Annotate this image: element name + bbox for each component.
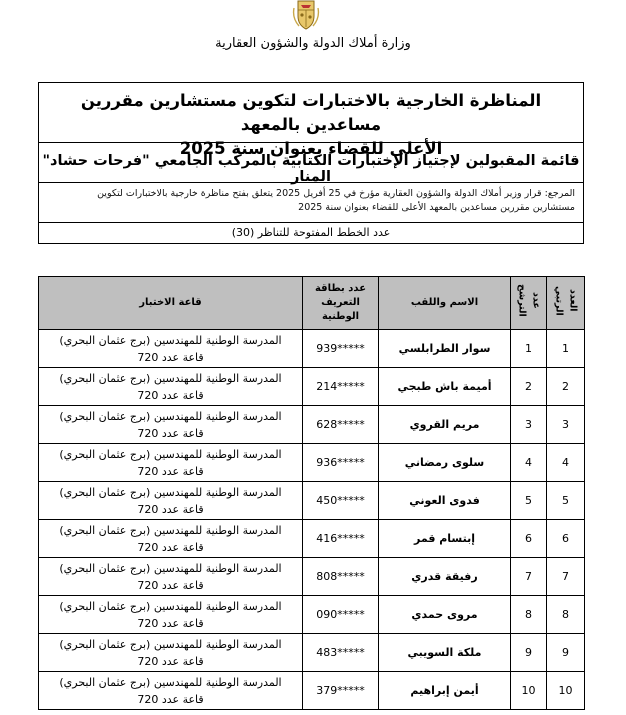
cell-hall	[39, 634, 303, 672]
cell-candidate-no: 3	[511, 406, 547, 444]
hall-room: قاعة عدد 720	[137, 692, 204, 706]
cell-serial: 2	[547, 368, 585, 406]
notice-title-line2: الأعلى للقضاء بعنوان سنة 2025	[179, 139, 443, 158]
cell-name: فدوى العوني	[379, 482, 511, 520]
open-positions-count: عدد الخطط المفتوحة للتناظر (30)	[231, 226, 391, 239]
table-row	[39, 482, 585, 520]
cell-candidate-no: 10	[511, 672, 547, 710]
header-national-id: عدد بطاقة التعريف الوطنية	[303, 277, 379, 330]
cell-hall	[39, 444, 303, 482]
cell-candidate-no: 7	[511, 558, 547, 596]
table-row	[39, 634, 585, 672]
cell-national-id: 450*****	[303, 482, 379, 520]
cell-name: سلوى رمضاني	[379, 444, 511, 482]
cell-hall	[39, 596, 303, 634]
cell-candidate-no: 4	[511, 444, 547, 482]
candidates-table	[38, 276, 585, 710]
cell-hall	[39, 672, 303, 710]
hall-name: المدرسة الوطنية للمهندسين (برج عثمان البحري)	[59, 485, 282, 499]
hall-room: قاعة عدد 720	[137, 578, 204, 592]
cell-national-id: 936*****	[303, 444, 379, 482]
notice-title-line1: المناظرة الخارجية بالاختبارات لتكوين مستشارين مقررين مساعدين بالمعهد	[80, 91, 542, 134]
hall-name: المدرسة الوطنية للمهندسين (برج عثمان البحري)	[59, 333, 282, 347]
cell-name: أيمن إبراهيم	[379, 672, 511, 710]
cell-hall	[39, 330, 303, 368]
table-row	[39, 520, 585, 558]
notice-reference-line2: مستشارين مقررين مساعدين بالمعهد الأعلى للقضاء بعنوان سنة 2025	[298, 202, 575, 213]
cell-national-id: 214*****	[303, 368, 379, 406]
header-name: الاسم واللقب	[379, 277, 511, 330]
cell-serial: 7	[547, 558, 585, 596]
cell-national-id: 090*****	[303, 596, 379, 634]
hall-name: المدرسة الوطنية للمهندسين (برج عثمان البحري)	[59, 523, 282, 537]
hall-room: قاعة عدد 720	[137, 502, 204, 516]
cell-name: مريم القروي	[379, 406, 511, 444]
cell-hall	[39, 520, 303, 558]
cell-name: إبتسام قمر	[379, 520, 511, 558]
hall-room: قاعة عدد 720	[137, 388, 204, 402]
table-row	[39, 444, 585, 482]
cell-serial: 1	[547, 330, 585, 368]
notice-title	[39, 83, 583, 158]
cell-serial: 4	[547, 444, 585, 482]
cell-serial: 6	[547, 520, 585, 558]
hall-room: قاعة عدد 720	[137, 464, 204, 478]
notice-reference-line1: المرجع: قرار وزير أملاك الدولة والشؤون العقارية مؤرخ في 25 أفريل 2025 يتعلق بفتح مناظرة خارجية بالاختبارات لتكوين	[97, 188, 575, 199]
cell-candidate-no: 8	[511, 596, 547, 634]
table-row	[39, 368, 585, 406]
table-row	[39, 406, 585, 444]
header-candidate-no: عدد الترشح	[511, 277, 547, 330]
cell-hall	[39, 406, 303, 444]
ministry-name: وزارة أملاك الدولة والشؤون العقارية	[215, 36, 411, 51]
cell-hall	[39, 368, 303, 406]
cell-serial: 5	[547, 482, 585, 520]
hall-room: قاعة عدد 720	[137, 616, 204, 630]
hall-name: المدرسة الوطنية للمهندسين (برج عثمان البحري)	[59, 371, 282, 385]
cell-national-id: 416*****	[303, 520, 379, 558]
cell-hall	[39, 482, 303, 520]
cell-national-id: 808*****	[303, 558, 379, 596]
cell-candidate-no: 9	[511, 634, 547, 672]
table-row	[39, 558, 585, 596]
hall-room: قاعة عدد 720	[137, 350, 204, 364]
cell-serial: 10	[547, 672, 585, 710]
cell-serial: 3	[547, 406, 585, 444]
cell-name: أميمة باش طبجي	[379, 368, 511, 406]
hall-name: المدرسة الوطنية للمهندسين (برج عثمان البحري)	[59, 561, 282, 575]
hall-name: المدرسة الوطنية للمهندسين (برج عثمان البحري)	[59, 675, 282, 689]
cell-national-id: 379*****	[303, 672, 379, 710]
hall-room: قاعة عدد 720	[137, 540, 204, 554]
cell-candidate-no: 1	[511, 330, 547, 368]
hall-name: المدرسة الوطنية للمهندسين (برج عثمان البحري)	[59, 599, 282, 613]
cell-candidate-no: 5	[511, 482, 547, 520]
cell-name: ملكة السويبي	[379, 634, 511, 672]
cell-name: سوار الطرابلسي	[379, 330, 511, 368]
cell-national-id: 628*****	[303, 406, 379, 444]
hall-room: قاعة عدد 720	[137, 654, 204, 668]
hall-name: المدرسة الوطنية للمهندسين (برج عثمان البحري)	[59, 409, 282, 423]
cell-hall	[39, 558, 303, 596]
cell-national-id: 939*****	[303, 330, 379, 368]
table-row	[39, 330, 585, 368]
table-header-row	[39, 277, 585, 330]
cell-national-id: 483*****	[303, 634, 379, 672]
notice-subtitle: قائمة المقبولين لإجتياز الإختبارات الكتابية بالمركب الجامعي "فرحات حشاد" المنار	[39, 143, 583, 183]
hall-name: المدرسة الوطنية للمهندسين (برج عثمان البحري)	[59, 637, 282, 651]
notice-reference	[39, 183, 583, 223]
notice-header-box	[38, 82, 584, 244]
coat-of-arms-emblem	[292, 0, 320, 30]
cell-serial: 9	[547, 634, 585, 672]
hall-name: المدرسة الوطنية للمهندسين (برج عثمان البحري)	[59, 447, 282, 461]
cell-candidate-no: 6	[511, 520, 547, 558]
header-serial: العدد الرتبي	[547, 277, 585, 330]
cell-name: مروى حمدي	[379, 596, 511, 634]
cell-candidate-no: 2	[511, 368, 547, 406]
cell-name: رفيقة قدري	[379, 558, 511, 596]
hall-room: قاعة عدد 720	[137, 426, 204, 440]
table-row	[39, 672, 585, 710]
table-row	[39, 596, 585, 634]
header-hall: قاعة الاختبار	[39, 277, 303, 330]
cell-serial: 8	[547, 596, 585, 634]
